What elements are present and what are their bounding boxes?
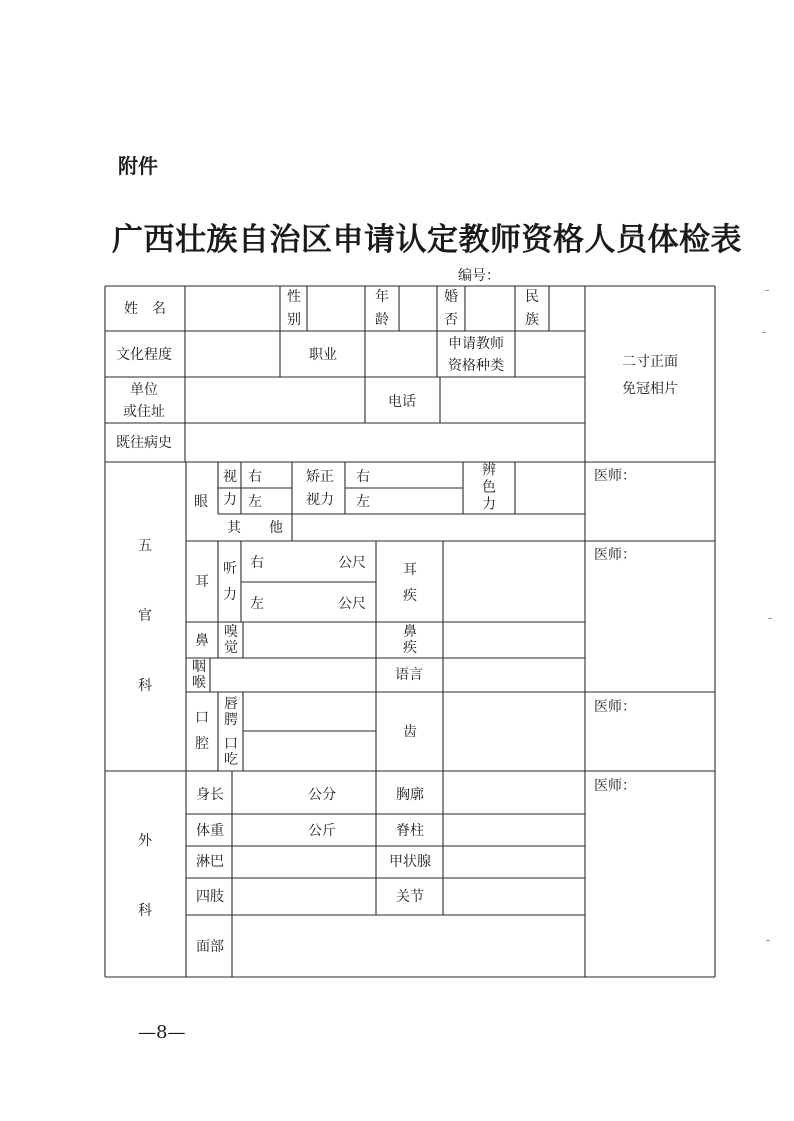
serial-number-label: 编号： bbox=[458, 268, 500, 284]
lymph-label: 淋巴 bbox=[196, 854, 224, 870]
surgery-doctor-label: 医师： bbox=[594, 778, 636, 794]
age-label: 年 龄 bbox=[375, 289, 389, 328]
height-label: 身长 bbox=[196, 787, 224, 803]
form-title: 广西壮族自治区申请认定教师资格人员体检表 bbox=[112, 222, 742, 258]
eye-label: 眼 bbox=[194, 494, 208, 510]
corrected-right-label: 右 bbox=[356, 469, 370, 485]
address-label: 单位 或住址 bbox=[123, 382, 165, 420]
attachment-label: 附件 bbox=[118, 154, 158, 178]
ent-section-label: 五 官 科 bbox=[138, 538, 152, 694]
marital-label: 婚 否 bbox=[444, 289, 458, 328]
ear-label: 耳 bbox=[195, 574, 209, 590]
corrected-vision-label: 矫正 视力 bbox=[306, 469, 334, 508]
phone-label: 电话 bbox=[388, 394, 416, 410]
height-unit: 公分 bbox=[308, 787, 336, 803]
surgery-section-label: 外 科 bbox=[138, 833, 152, 919]
smell-label: 嗅 觉 bbox=[224, 624, 238, 656]
lip-palate-label: 唇 腭 bbox=[224, 696, 238, 728]
name-label: 姓 名 bbox=[124, 301, 166, 317]
margin-mark bbox=[768, 618, 772, 619]
nose-disease-label: 鼻 疾 bbox=[403, 624, 417, 656]
mouth-label: 口 腔 bbox=[195, 710, 209, 752]
hearing-left-unit: 公尺 bbox=[338, 596, 366, 612]
thyroid-label: 甲状腺 bbox=[389, 854, 431, 870]
stutter-label: 口 吃 bbox=[224, 736, 238, 768]
margin-mark bbox=[765, 290, 769, 291]
vision-left-label: 左 bbox=[248, 494, 262, 510]
weight-label: 体重 bbox=[196, 823, 224, 839]
education-label: 文化程度 bbox=[116, 347, 172, 363]
limbs-label: 四肢 bbox=[196, 889, 224, 905]
hearing-right-unit: 公尺 bbox=[338, 555, 366, 571]
teeth-label: 齿 bbox=[403, 724, 417, 740]
eye-other-label: 其 他 bbox=[227, 520, 283, 536]
vision-right-label: 右 bbox=[248, 469, 262, 485]
joints-label: 关节 bbox=[396, 889, 424, 905]
gender-label: 性 别 bbox=[287, 289, 301, 328]
cert-type-label: 申请教师 资格种类 bbox=[448, 336, 504, 374]
speech-label: 语言 bbox=[395, 667, 423, 683]
color-vision-label: 辨 色 力 bbox=[482, 462, 496, 513]
corrected-left-label: 左 bbox=[356, 494, 370, 510]
mouth-doctor-label: 医师： bbox=[594, 699, 636, 715]
eye-doctor-label: 医师： bbox=[594, 468, 636, 484]
hearing-label: 听 力 bbox=[223, 561, 237, 603]
weight-unit: 公斤 bbox=[308, 823, 336, 839]
photo-placeholder: 二寸正面 免冠相片 bbox=[622, 354, 678, 397]
face-label: 面部 bbox=[196, 939, 224, 955]
ear-disease-label: 耳 疾 bbox=[403, 562, 417, 604]
nose-label: 鼻 bbox=[195, 633, 209, 649]
ethnicity-label: 民 族 bbox=[525, 289, 539, 328]
hearing-left-label: 左 bbox=[250, 596, 264, 612]
chest-label: 胸廓 bbox=[396, 787, 424, 803]
margin-mark bbox=[762, 332, 766, 333]
spine-label: 脊柱 bbox=[396, 823, 424, 839]
ear-doctor-label: 医师： bbox=[594, 547, 636, 563]
medical-history-label: 既往病史 bbox=[116, 435, 172, 451]
page-number: —8— bbox=[138, 1022, 186, 1043]
throat-label: 咽 喉 bbox=[192, 659, 206, 691]
margin-mark bbox=[766, 940, 770, 941]
vision-label: 视 力 bbox=[223, 469, 237, 508]
hearing-right-label: 右 bbox=[250, 555, 264, 571]
occupation-label: 职业 bbox=[309, 347, 337, 363]
